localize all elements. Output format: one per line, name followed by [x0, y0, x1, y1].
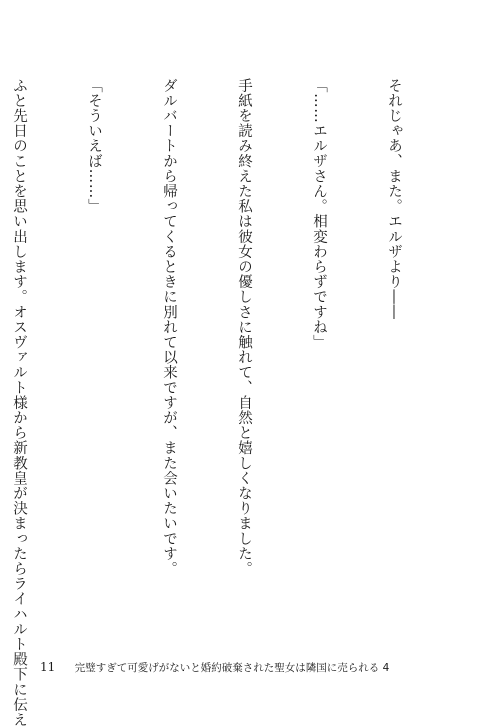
text-line: 「……エルザさん。相変わらずですね」 [311, 78, 327, 350]
text-line: それじゃあ、また。エルザより―― [386, 78, 402, 320]
running-title: 完璧すぎて可愛げがないと婚約破棄された聖女は隣国に売られる 4 [74, 662, 390, 674]
text-line: ふと先日のことを思い出します。オスヴァルト様から新教皇が決まったらライハルト殿下に伝え [11, 78, 27, 727]
text-line: 手紙を読み終えた私は彼女の優しさに触れて、自然と嬉しくなりました。 [236, 78, 252, 577]
page-footer [40, 660, 389, 675]
page-number: 11 [40, 660, 56, 674]
text-line: ダルバートから帰ってくるときに別れて以来ですが、また会いたいです。 [161, 78, 177, 577]
text-line: 「そういえば……」 [86, 78, 102, 214]
